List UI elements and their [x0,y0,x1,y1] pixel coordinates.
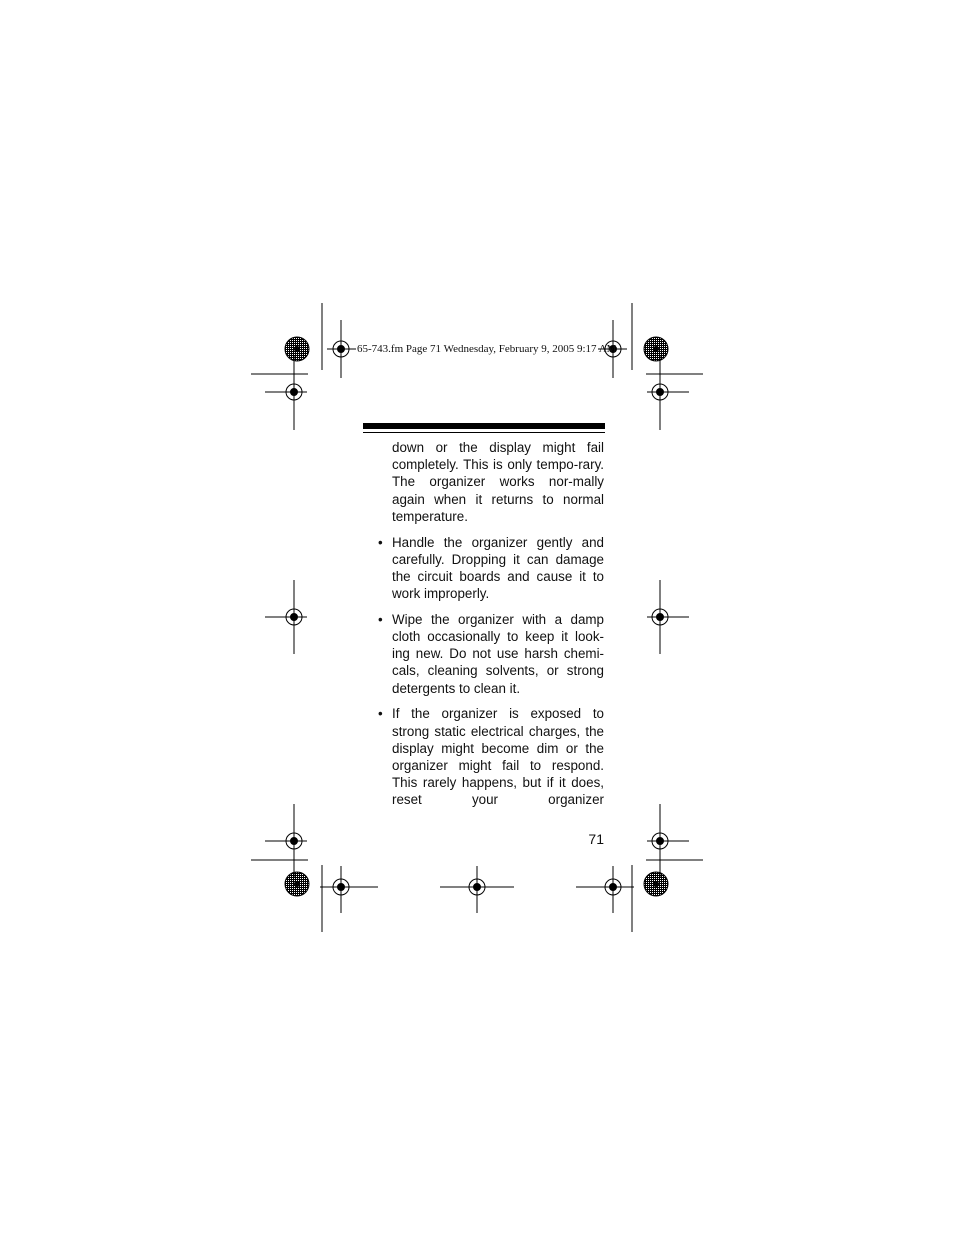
crosshair-registration-icon [320,866,378,913]
page-number: 71 [588,831,604,847]
crosshair-registration-icon [440,866,514,913]
list-item-text: Wipe the organizer with a damp cloth occasionally to keep it look-ing new. Do not use harsh chemi-cals, cleaning solvents, or strong detergents to clean it. [392,611,604,696]
bullet-marker: • [378,611,383,627]
header-rule-thick [363,423,605,429]
header-rule-thin [363,432,605,433]
crosshair-registration-icon [647,355,689,430]
body-text [378,439,604,809]
crosshair-registration-icon [327,320,356,378]
list-item [378,611,604,697]
crosshair-registration-icon [265,580,307,654]
list-item-text: If the organizer is exposed to strong static electrical charges, the display might become dim or the organizer might fail to respond. This rarely happens, but if it does, reset your organizer [392,706,604,808]
list-item [378,534,604,603]
bullet-marker: • [378,534,383,550]
starburst-registration-icon [285,337,309,361]
list-item-text: Handle the organizer gently and carefully. Dropping it can damage the circuit boards and cause it to work improperly. [392,534,604,602]
starburst-registration-icon [644,872,668,896]
crosshair-registration-icon [265,355,307,430]
print-slug: 65-743.fm Page 71 Wednesday, February 9, 2005 9:17 AM [357,343,617,355]
crosshair-registration-icon [265,804,307,878]
starburst-registration-icon [285,872,309,896]
bullet-marker: • [378,706,383,722]
crosshair-registration-icon [576,866,634,913]
list-item [378,705,604,808]
crosshair-registration-icon [647,580,689,654]
starburst-registration-icon [644,337,668,361]
crosshair-registration-icon [647,804,689,878]
continuation-paragraph: down or the display might fail completely. This is only tempo-rary. The organizer works nor-mally again when it returns to normal temperature. [392,440,604,524]
